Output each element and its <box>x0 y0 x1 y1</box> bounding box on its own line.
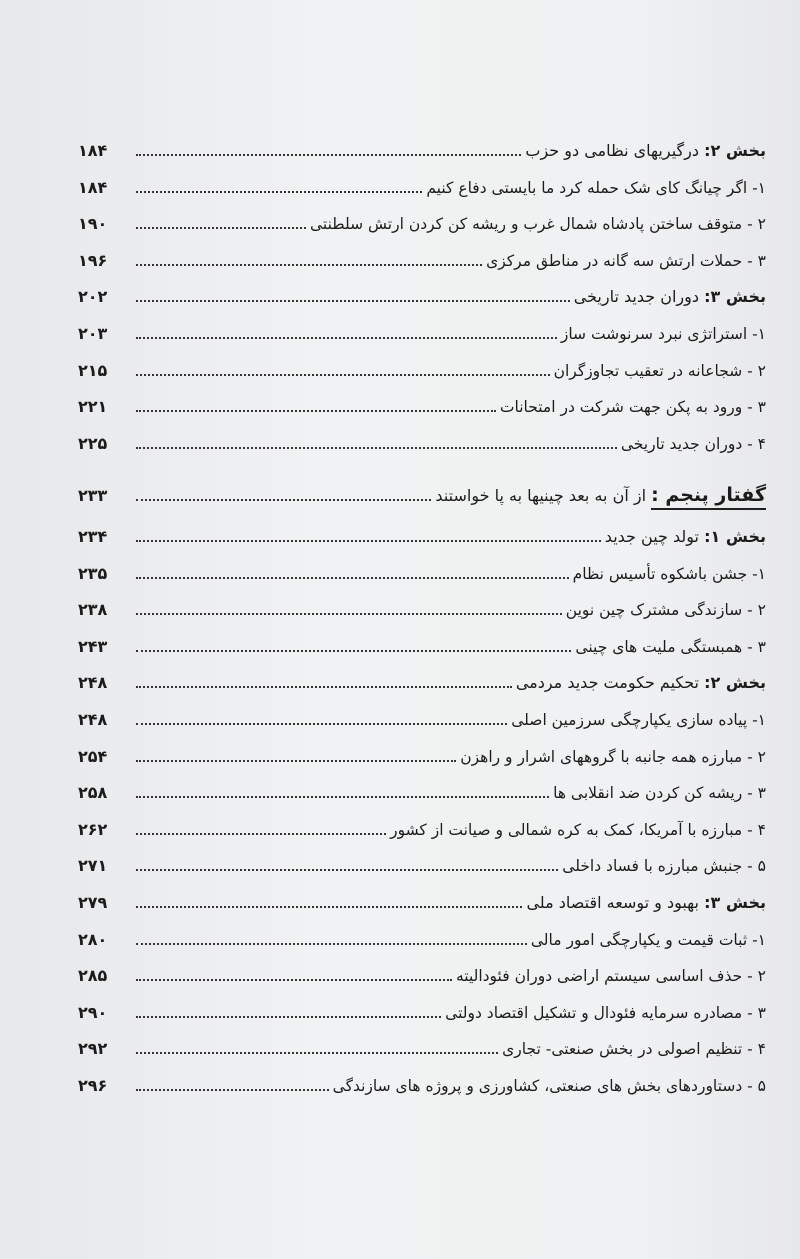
toc-entry-text: ۱- استراتژی نبرد سرنوشت ساز <box>560 325 766 343</box>
toc-entry-label: بخش ۲: <box>704 673 766 693</box>
toc-entry <box>78 238 766 272</box>
toc-entry-page-number: ۲۵۸ <box>78 783 108 803</box>
toc-entry-title <box>456 746 766 768</box>
toc-entry-page-number: ۲۸۰ <box>78 929 108 949</box>
dot-leader <box>136 649 571 652</box>
toc-entry-text: ۲ - حذف اساسی سیستم اراضی دوران فئودالیته <box>455 967 766 986</box>
toc-entry-title <box>570 286 766 308</box>
dot-leader <box>136 942 527 945</box>
toc-entry-label: بخش ۳: <box>704 287 766 307</box>
toc-entry-page-number: ۲۳۸ <box>78 600 108 620</box>
toc-entry-title <box>527 929 766 951</box>
toc-entry <box>78 348 766 382</box>
toc-entry-text: ۱- جشن باشکوه تأسیس نظام <box>572 564 766 583</box>
toc-entry-text: ۲ - شجاعانه در تعقیب تجاوزگران <box>553 361 766 380</box>
toc-entry-label: گفتار پنجم : <box>651 484 766 510</box>
dot-leader <box>136 1051 498 1054</box>
dot-leader <box>136 263 482 266</box>
toc-entry <box>78 1026 766 1060</box>
toc-entry <box>78 697 766 731</box>
toc-entry-page-number: ۲۰۳ <box>78 324 108 343</box>
toc-entry-page-number: ۱۸۴ <box>78 177 108 197</box>
toc-entry <box>78 880 766 914</box>
toc-entry-title <box>422 177 766 199</box>
toc-entry-text: ۱- اگر چیانگ کای شک حمله کرد ما بایستی دفاع کنیم <box>426 178 766 197</box>
toc-entry-text: ۱- پیاده سازی یکپارچگی سرزمین اصلی <box>511 711 766 729</box>
toc-entry-title <box>431 484 766 507</box>
toc-entry-page-number: ۲۴۸ <box>78 710 108 729</box>
toc-entry-page-number: ۲۶۲ <box>78 819 108 839</box>
toc-entry-title <box>441 1002 766 1024</box>
toc-entry-page-number: ۱۸۴ <box>78 141 108 160</box>
toc-entry <box>78 953 766 987</box>
toc-entry <box>78 1063 766 1097</box>
toc-entry-text: ۲ - متوقف ساختن پادشاه شمال غرب و ریشه کن کردن ارتش سلطنتی <box>310 215 766 234</box>
toc-entry-page-number: ۲۲۵ <box>78 433 108 453</box>
toc-entry-text: ۴ - تنظیم اصولی در بخش صنعتی- تجاری <box>502 1040 766 1059</box>
toc-entry-text: ۱- ثبات قیمت و یکپارچگی امور مالی <box>530 930 766 949</box>
toc-entry <box>78 587 766 621</box>
toc-entry-label: بخش ۲: <box>704 141 766 160</box>
toc-entry <box>78 421 766 455</box>
toc-entry <box>78 770 766 804</box>
toc-entry-page-number: ۲۹۶ <box>78 1076 108 1095</box>
toc-entry-title <box>482 250 766 272</box>
toc-entry-title <box>569 563 766 585</box>
toc-entry <box>78 473 766 507</box>
toc-entry-title <box>562 599 766 621</box>
toc-entry-text: ۳ - همبستگی ملیت های چینی <box>575 637 766 656</box>
toc-entry-title <box>557 323 766 345</box>
dot-leader <box>136 759 456 762</box>
toc-entry <box>78 990 766 1024</box>
dot-leader <box>136 978 452 981</box>
toc-entry-title <box>522 892 766 914</box>
toc-entry-title <box>549 782 766 804</box>
toc-entry <box>78 514 766 548</box>
toc-entry-text: ۵ - جنبش مبارزه با فساد داخلی <box>562 857 766 876</box>
toc-entry-title <box>512 672 766 694</box>
toc-entry-text: بهبود و توسعه اقتصاد ملی <box>526 893 705 912</box>
dot-leader <box>136 498 431 501</box>
dot-leader <box>136 409 496 412</box>
toc-entry <box>78 917 766 951</box>
toc-entry-text: ۲ - مبارزه همه جانبه با گروههای اشرار و راهزن <box>460 747 766 766</box>
dot-leader <box>136 539 601 542</box>
toc-entry-page-number: ۱۹۰ <box>78 214 108 234</box>
toc-entry-page-number: ۲۱۵ <box>78 360 108 380</box>
toc-entry-text: تولد چین جدید <box>604 527 705 546</box>
dot-leader <box>136 1015 441 1018</box>
toc-entry <box>78 201 766 235</box>
toc-entry-title <box>617 433 766 455</box>
dot-leader <box>136 795 549 798</box>
toc-entry-label: بخش ۳: <box>704 893 766 912</box>
toc-entry-title <box>452 965 766 987</box>
dot-leader <box>136 905 522 908</box>
dot-leader <box>136 868 558 871</box>
toc-entry-text: ۴ - دوران جدید تاریخی <box>620 434 766 453</box>
toc-entry-text: ۵ - دستاوردهای بخش های صنعتی، کشاورزی و پروژه های سازندگی <box>332 1077 766 1095</box>
toc-entry <box>78 551 766 585</box>
toc-entry <box>78 734 766 768</box>
dot-leader <box>136 685 512 688</box>
toc-entry-page-number: ۲۴۳ <box>78 636 108 656</box>
toc-entry <box>78 384 766 418</box>
toc-entry-text: درگیریهای نظامی دو حزب <box>525 141 705 160</box>
toc-entry-title <box>329 1075 766 1097</box>
toc-entry-text: ۳ - ورود به پکن جهت شرکت در امتحانات <box>499 398 766 417</box>
toc-entry-page-number: ۲۹۰ <box>78 1002 108 1022</box>
dot-leader <box>136 153 521 156</box>
toc-entry-page-number: ۲۲۱ <box>78 397 108 417</box>
toc-entry <box>78 624 766 658</box>
toc-entry-page-number: ۱۹۶ <box>78 250 108 270</box>
toc-entry-title <box>386 819 766 841</box>
dot-leader <box>136 299 570 302</box>
toc-entry-page-number: ۲۷۹ <box>78 893 108 912</box>
toc-entry-title <box>306 213 766 235</box>
toc-entry-text: تحکیم حکومت جدید مردمی <box>515 673 705 693</box>
toc-entry-text: ۳ - حملات ارتش سه گانه در مناطق مرکزی <box>486 251 766 270</box>
toc-entry-title <box>498 1038 766 1060</box>
toc-entry-page-number: ۲۵۴ <box>78 746 108 766</box>
toc-entry-title <box>496 396 766 418</box>
toc-entry <box>78 311 766 345</box>
toc-entry-title <box>521 140 766 162</box>
toc-entry-title <box>507 709 766 731</box>
dot-leader <box>136 226 306 229</box>
toc-entry-title <box>571 636 766 658</box>
toc-entry <box>78 165 766 199</box>
toc-entry-title <box>550 360 766 382</box>
toc-entry-page-number: ۲۸۵ <box>78 966 108 986</box>
toc-entry-page-number: ۲۷۱ <box>78 856 108 876</box>
toc-entry <box>78 274 766 308</box>
toc-entry <box>78 128 766 162</box>
toc-entry-text: دوران جدید تاریخی <box>573 287 705 307</box>
dot-leader <box>136 190 422 193</box>
toc-entry-label: بخش ۱: <box>704 527 766 546</box>
toc-entry-title <box>601 526 766 548</box>
toc-entry-page-number: ۲۳۴ <box>78 527 108 546</box>
toc-entry-text: ۴ - مبارزه با آمریکا، کمک به کره شمالی و صیانت از کشور <box>390 820 766 839</box>
dot-leader <box>136 832 386 835</box>
dot-leader <box>136 576 569 579</box>
dot-leader <box>136 373 550 376</box>
toc-entry-text: از آن به بعد چینیها به پا خواستند <box>435 486 652 506</box>
toc-entry-page-number: ۲۳۳ <box>78 486 108 506</box>
toc-entry-text: ۳ - مصادره سرمایه فئودال و تشکیل اقتصاد دولتی <box>445 1003 766 1022</box>
toc-entry-page-number: ۲۴۸ <box>78 673 108 693</box>
dot-leader <box>136 446 617 449</box>
toc-entry <box>78 807 766 841</box>
toc-entry-text: ۲ - سازندگی مشترک چین نوین <box>565 601 766 620</box>
toc-entry-page-number: ۲۳۵ <box>78 563 108 583</box>
dot-leader <box>136 336 557 339</box>
toc-entry-page-number: ۲۹۲ <box>78 1039 108 1059</box>
toc-entry-page-number: ۲۰۲ <box>78 287 108 307</box>
toc-entry <box>78 843 766 877</box>
dot-leader <box>136 722 507 725</box>
dot-leader <box>136 1088 329 1091</box>
toc-entry <box>78 660 766 694</box>
toc-entry-text: ۳ - ریشه کن کردن ضد انقلابی ها <box>553 784 766 803</box>
dot-leader <box>136 612 562 615</box>
toc-entry-title <box>558 855 766 877</box>
